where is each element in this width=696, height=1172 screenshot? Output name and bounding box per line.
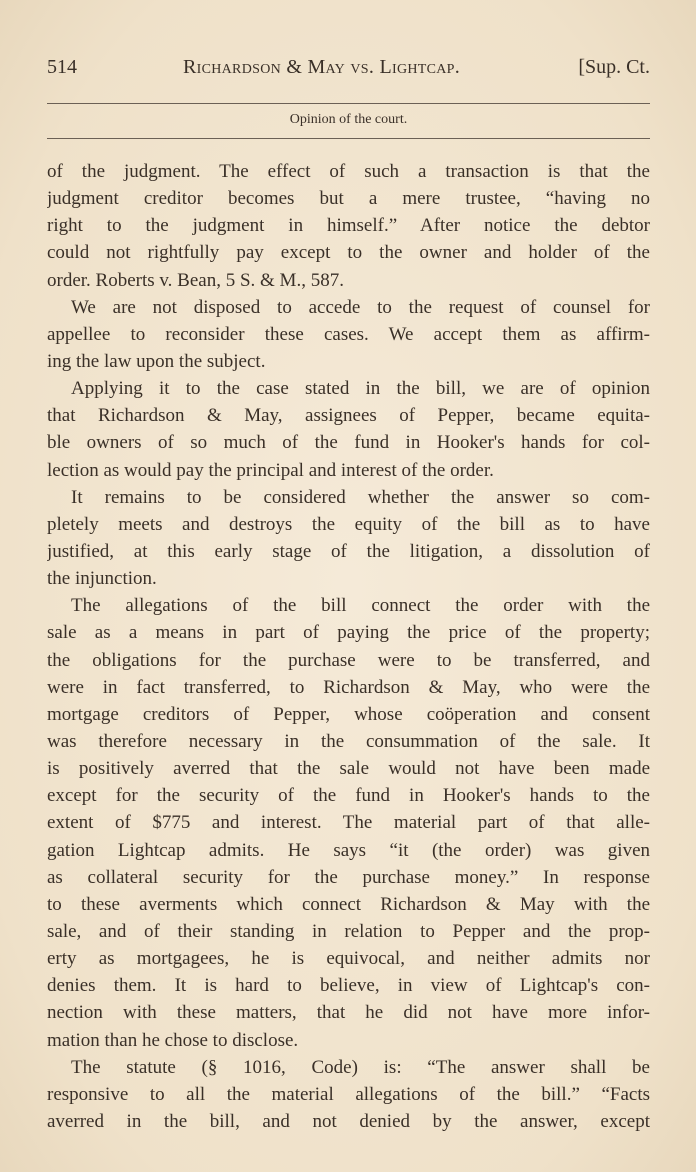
text-line: was therefore necessary in the consummation of the sale. It (47, 730, 650, 752)
court-label: [Sup. Ct. (578, 56, 650, 78)
text-line: to these averments which connect Richardson & May with the (47, 893, 650, 915)
text-line: nection with these matters, that he did not have more infor- (47, 1002, 650, 1024)
text-line: ing the law upon the subject. (47, 350, 266, 372)
text-line: the injunction. (47, 568, 157, 590)
text-line: Applying it to the case stated in the bill, we are of opinion (71, 378, 650, 400)
text-line: sale, and of their standing in relation to Pepper and the prop- (47, 920, 650, 942)
text-line: sale as a means in part of paying the price of the property; (47, 622, 650, 644)
text-line: pletely meets and destroys the equity of the bill as to have (47, 513, 650, 535)
text-line: could not rightfully pay except to the owner and holder of the (47, 242, 650, 264)
page-number: 514 (47, 56, 77, 78)
text-line: that Richardson & May, assignees of Pepper, became equita- (47, 405, 650, 427)
text-line: denies them. It is hard to believe, in view of Lightcap's con- (47, 975, 650, 997)
text-line: is positively averred that the sale would not have been made (47, 758, 650, 780)
section-subtitle: Opinion of the court. (289, 112, 408, 127)
text-line: except for the security of the fund in Hooker's hands to the (47, 785, 650, 807)
text-line: judgment creditor becomes but a mere trustee, “having no (47, 188, 650, 210)
text-line: as collateral security for the purchase money.” In response (47, 866, 650, 888)
header-rule-top (47, 103, 650, 104)
text-line: It remains to be considered whether the answer so com- (71, 486, 650, 508)
text-line: were in fact transferred, to Richardson & May, who were the (47, 676, 650, 698)
text-line: The allegations of the bill connect the order with the (71, 595, 650, 617)
text-line: responsive to all the material allegations of the bill.” “Facts (47, 1083, 650, 1105)
header-rule-bottom (47, 138, 650, 139)
text-line: of the judgment. The effect of such a transaction is that the (47, 161, 650, 182)
body-text (47, 158, 650, 1135)
text-line: mation than he chose to disclose. (47, 1029, 299, 1051)
text-line: order. Roberts v. Bean, 5 S. & M., 587. (47, 269, 344, 291)
text-line: appellee to reconsider these cases. We accept them as affirm- (47, 323, 650, 345)
text-line: gation Lightcap admits. He says “it (the order) was given (47, 839, 650, 861)
text-line: justified, at this early stage of the litigation, a dissolution of (47, 540, 650, 562)
text-line: lection as would pay the principal and interest of the order. (47, 459, 494, 481)
text-line: averred in the bill, and not denied by the answer, except (47, 1110, 650, 1132)
running-header (47, 56, 650, 86)
text-line: ble owners of so much of the fund in Hooker's hands for col- (47, 432, 650, 454)
text-line: mortgage creditors of Pepper, whose coöperation and consent (47, 703, 650, 725)
text-line: right to the judgment in himself.” After notice the debtor (47, 215, 650, 237)
text-line: The statute (§ 1016, Code) is: “The answer shall be (71, 1056, 650, 1078)
running-title: Richardson & May vs. Lightcap. (183, 56, 461, 78)
text-line: We are not disposed to accede to the request of counsel for (71, 296, 650, 318)
text-line: erty as mortgagees, he is equivocal, and neither admits nor (47, 948, 650, 970)
text-line: the obligations for the purchase were to be transferred, and (47, 649, 650, 671)
text-line: extent of $775 and interest. The material part of that alle- (47, 812, 650, 834)
